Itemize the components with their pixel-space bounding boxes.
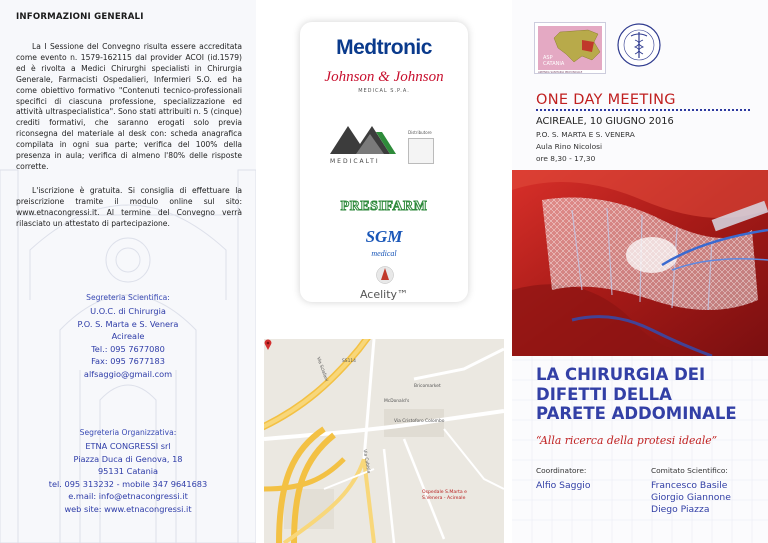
medicalti-logo bbox=[330, 122, 438, 174]
sci-line: U.O.C. di Chirurgia bbox=[90, 306, 166, 316]
surgical-mesh-photo bbox=[512, 170, 768, 356]
medicalti-sub: Distributore bbox=[408, 130, 432, 135]
venue-room: Aula Rino Nicolosi bbox=[536, 142, 603, 151]
asp-text-line1: ASP bbox=[543, 55, 553, 61]
map-label: McDonald's bbox=[384, 399, 410, 404]
mesh-photo-illustration bbox=[512, 170, 768, 356]
org-line: Piazza Duca di Genova, 18 bbox=[73, 453, 183, 464]
registration-paragraph: L'iscrizione è gratuita. Si consiglia di effettuare la preiscrizione tramite il modulo online sul sito: www.etnacongressi.it. Al termine del Convegno verrà rilasciato un attestato di partecipazione. bbox=[16, 186, 242, 228]
committee-member: Diego Piazza bbox=[651, 504, 710, 515]
map-label: Via Cristoforo Colombo bbox=[394, 419, 445, 424]
org-line: 95131 Catania bbox=[97, 466, 159, 477]
title-divider bbox=[536, 109, 750, 111]
scientific-secretariat bbox=[0, 293, 256, 381]
hospital-map-label bbox=[422, 490, 467, 502]
sci-email-link[interactable]: alfsaggio@gmail.com bbox=[83, 368, 173, 379]
committee-member: Giorgio Giannone bbox=[651, 492, 731, 503]
org-email-link[interactable]: e.mail: info@etnacongressi.it bbox=[68, 491, 188, 502]
event-hours: ore 8,30 - 17,30 bbox=[536, 154, 596, 163]
johnson-johnson-logo: Johnson & Johnson bbox=[324, 69, 444, 85]
accreditation-paragraph: La I Sessione del Convegno risulta essere accreditata come evento n. 1579-162115 dal provider ACOI (id.1579) ed è rivolta a Medici Chirurghi specialisti in Chirurgia Generale, Farmacisti Ospedalieri, Infermieri S.O. ed ha come obiettivo formativo "Contenuti tecnico-professionali specifici di ciascuna professione, specializzazione ed attività ultraspecialistica". Sono stati attribuiti n. 5 (cinque) crediti formativi, che saranno erogati solo previa riconsegna del materiale al desk con: scheda anagrafica compilata in ogni sua parte; verifica del 100% della presenza in aula; verifica di almeno l'80% delle risposte corrette. bbox=[16, 42, 242, 171]
conference-title-line1: LA CHIRURGIA DEI bbox=[536, 365, 706, 384]
location-map[interactable] bbox=[264, 339, 504, 543]
sci-line: P.O. S. Marta e S. Venera bbox=[77, 318, 179, 329]
medicalti-badge-icon bbox=[408, 138, 434, 164]
medicalti-mark-icon bbox=[330, 122, 402, 156]
sponsors-map-panel bbox=[256, 0, 512, 543]
medtronic-logo: Medtronic bbox=[336, 36, 432, 59]
asp-text-line2: CATANIA bbox=[543, 60, 565, 67]
conference-title-line2: DIFETTI DELLA bbox=[536, 384, 672, 404]
org-phone: tel. 095 313232 - mobile 347 9641683 bbox=[48, 478, 208, 489]
conference-subtitle: “Alla ricerca della protesi ideale” bbox=[536, 434, 718, 447]
committee-label: Comitato Scientifico: bbox=[651, 466, 728, 475]
coordinator-name: Alfio Saggio bbox=[536, 480, 591, 491]
johnson-johnson-sub: MEDICAL S.P.A. bbox=[358, 88, 410, 94]
caduceus-seal-icon bbox=[616, 22, 662, 68]
event-title: ONE DAY MEETING bbox=[536, 92, 676, 108]
acelity-logo: Acelity™ bbox=[359, 288, 409, 301]
info-panel bbox=[0, 0, 256, 543]
info-heading: INFORMAZIONI GENERALI bbox=[16, 12, 144, 22]
organizing-secretariat bbox=[0, 428, 256, 516]
asp-subtitle: AZIENDA SANITARIA PROVINCIALE bbox=[538, 71, 583, 74]
sgm-sub: medical bbox=[371, 249, 397, 258]
organizing-secretariat-label: Segreteria Organizzativa: bbox=[79, 428, 177, 437]
map-label: SS114 bbox=[342, 359, 356, 364]
presifarm-logo: PRESIFARM bbox=[340, 199, 428, 214]
org-website-link[interactable]: web site: www.etnacongressi.it bbox=[64, 503, 192, 514]
conference-title-line3: PARETE ADDOMINALE bbox=[536, 404, 737, 423]
cover-panel bbox=[512, 0, 768, 543]
map-label: Via Cubisia bbox=[361, 449, 371, 474]
sgm-logo: SGM bbox=[365, 227, 403, 246]
coordinator-label: Coordinatore: bbox=[536, 466, 587, 475]
asp-logo-field bbox=[538, 26, 602, 70]
medicalti-text: MEDICALTI bbox=[330, 158, 380, 165]
map-roads bbox=[264, 339, 504, 543]
hospital-label-line1: Ospedale S.Marta e bbox=[422, 490, 467, 495]
sci-fax: Fax: 095 7677183 bbox=[91, 356, 165, 367]
asp-catania-logo bbox=[534, 22, 606, 74]
map-pin-icon bbox=[264, 339, 272, 350]
org-line: ETNA CONGRESSI srl bbox=[85, 441, 171, 451]
acelity-mark-icon bbox=[376, 264, 394, 286]
scientific-secretariat-label: Segreteria Scientifica: bbox=[86, 293, 170, 302]
venue-hospital: P.O. S. MARTA E S. VENERA bbox=[536, 130, 635, 139]
sci-phone: Tel.: 095 7677080 bbox=[91, 343, 165, 354]
sci-line: Acireale bbox=[111, 331, 145, 342]
map-label: Via Sclafani bbox=[315, 356, 329, 383]
asp-text bbox=[543, 56, 564, 67]
hospital-label-line2: S.Venera - Acireale bbox=[422, 496, 466, 501]
conference-title bbox=[536, 365, 766, 424]
event-date: ACIREALE, 10 GIUGNO 2016 bbox=[536, 116, 674, 127]
map-label: Bricomarket bbox=[414, 384, 441, 389]
sponsor-card bbox=[300, 22, 468, 302]
committee-member: Francesco Basile bbox=[651, 480, 728, 491]
